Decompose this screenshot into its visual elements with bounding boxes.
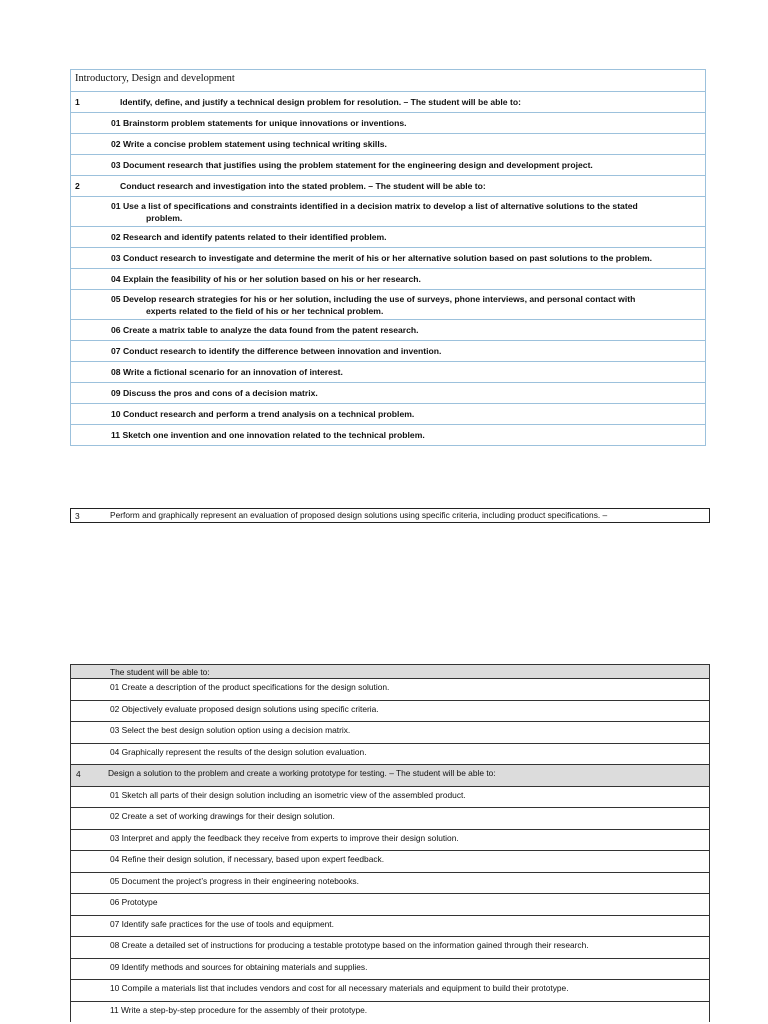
table-row: 06 Prototype xyxy=(71,893,709,915)
table-row: 01 Create a description of the product specifications for the design solution. xyxy=(71,678,709,700)
table-row: 03 Select the best design solution option using a decision matrix. xyxy=(71,721,709,743)
table-row: 07 Identify safe practices for the use of tools and equipment. xyxy=(71,915,709,937)
table-row: 04 Explain the feasibility of his or her solution based on his or her research. xyxy=(71,268,705,289)
table-row: 04 Graphically represent the results of the design solution evaluation. xyxy=(71,743,709,765)
table-row: 11 Write a step-by-step procedure for the assembly of their prototype. xyxy=(71,1001,709,1023)
table-row: 10 Compile a materials list that includes vendors and cost for all necessary materials and equipment to build their prototype. xyxy=(71,979,709,1001)
row-text-line2: experts related to the field of his or her technical problem. xyxy=(146,306,384,316)
table-row: 01 Brainstorm problem statements for unique innovations or inventions. xyxy=(71,112,705,133)
table-row: 09 Identify methods and sources for obtaining materials and supplies. xyxy=(71,958,709,980)
section-row-1 xyxy=(71,91,705,112)
table-row: 03 Document research that justifies using the problem statement for the engineering design and development project. xyxy=(71,154,705,175)
section-number: 4 xyxy=(76,769,81,779)
table-row: 02 Research and identify patents related to their identified problem. xyxy=(71,226,705,247)
table-row: 11 Sketch one invention and one innovation related to the technical problem. xyxy=(71,424,705,445)
table-caption: The student will be able to: xyxy=(71,664,709,678)
table-row: 02 Create a set of working drawings for their design solution. xyxy=(71,807,709,829)
section-number: 1 xyxy=(75,97,80,107)
table-header: Introductory, Design and development xyxy=(75,73,235,84)
table-row xyxy=(71,289,705,319)
section-row-4 xyxy=(71,764,709,786)
section-title: Perform and graphically represent an evaluation of proposed design solutions using specific criteria, including product specifications. – xyxy=(110,510,608,520)
section-row-3 xyxy=(70,508,710,523)
table-row: 02 Write a concise problem statement using technical writing skills. xyxy=(71,133,705,154)
standards-table-evaluation-prototype xyxy=(70,664,710,1022)
standards-table-design-development xyxy=(70,69,706,446)
section-number: 2 xyxy=(75,181,80,191)
row-text-line1: 01 Use a list of specifications and constraints identified in a decision matrix to develop a list of alternative solutions to the stated xyxy=(111,201,638,211)
section-title: Design a solution to the problem and create a working prototype for testing. – The student will be able to: xyxy=(108,768,496,778)
table-row: 02 Objectively evaluate proposed design solutions using specific criteria. xyxy=(71,700,709,722)
table-row: 10 Conduct research and perform a trend analysis on a technical problem. xyxy=(71,403,705,424)
table-row: 08 Create a detailed set of instructions for producing a testable prototype based on the information gained through their research. xyxy=(71,936,709,958)
section-title: Identify, define, and justify a technical design problem for resolution. – The student will be able to: xyxy=(120,97,521,107)
section-row-2 xyxy=(71,175,705,196)
table-row: 07 Conduct research to identify the difference between innovation and invention. xyxy=(71,340,705,361)
table-row: 01 Sketch all parts of their design solution including an isometric view of the assembled product. xyxy=(71,786,709,808)
table-row xyxy=(71,196,705,226)
table-row: 05 Document the project’s progress in their engineering notebooks. xyxy=(71,872,709,894)
row-text-line1: 05 Develop research strategies for his or her solution, including the use of surveys, phone interviews, and personal contact with xyxy=(111,294,636,304)
table-row: 03 Interpret and apply the feedback they receive from experts to improve their design solution. xyxy=(71,829,709,851)
table-row: 06 Create a matrix table to analyze the data found from the patent research. xyxy=(71,319,705,340)
table-row: 04 Refine their design solution, if necessary, based upon expert feedback. xyxy=(71,850,709,872)
row-text-line2: problem. xyxy=(146,213,183,223)
section-title: Conduct research and investigation into the stated problem. – The student will be able to: xyxy=(120,181,486,191)
table-row: 08 Write a fictional scenario for an innovation of interest. xyxy=(71,361,705,382)
section-number: 3 xyxy=(75,511,80,521)
table-row: 03 Conduct research to investigate and determine the merit of his or her alternative solution based on past solutions to the problem. xyxy=(71,247,705,268)
table-row: 09 Discuss the pros and cons of a decision matrix. xyxy=(71,382,705,403)
